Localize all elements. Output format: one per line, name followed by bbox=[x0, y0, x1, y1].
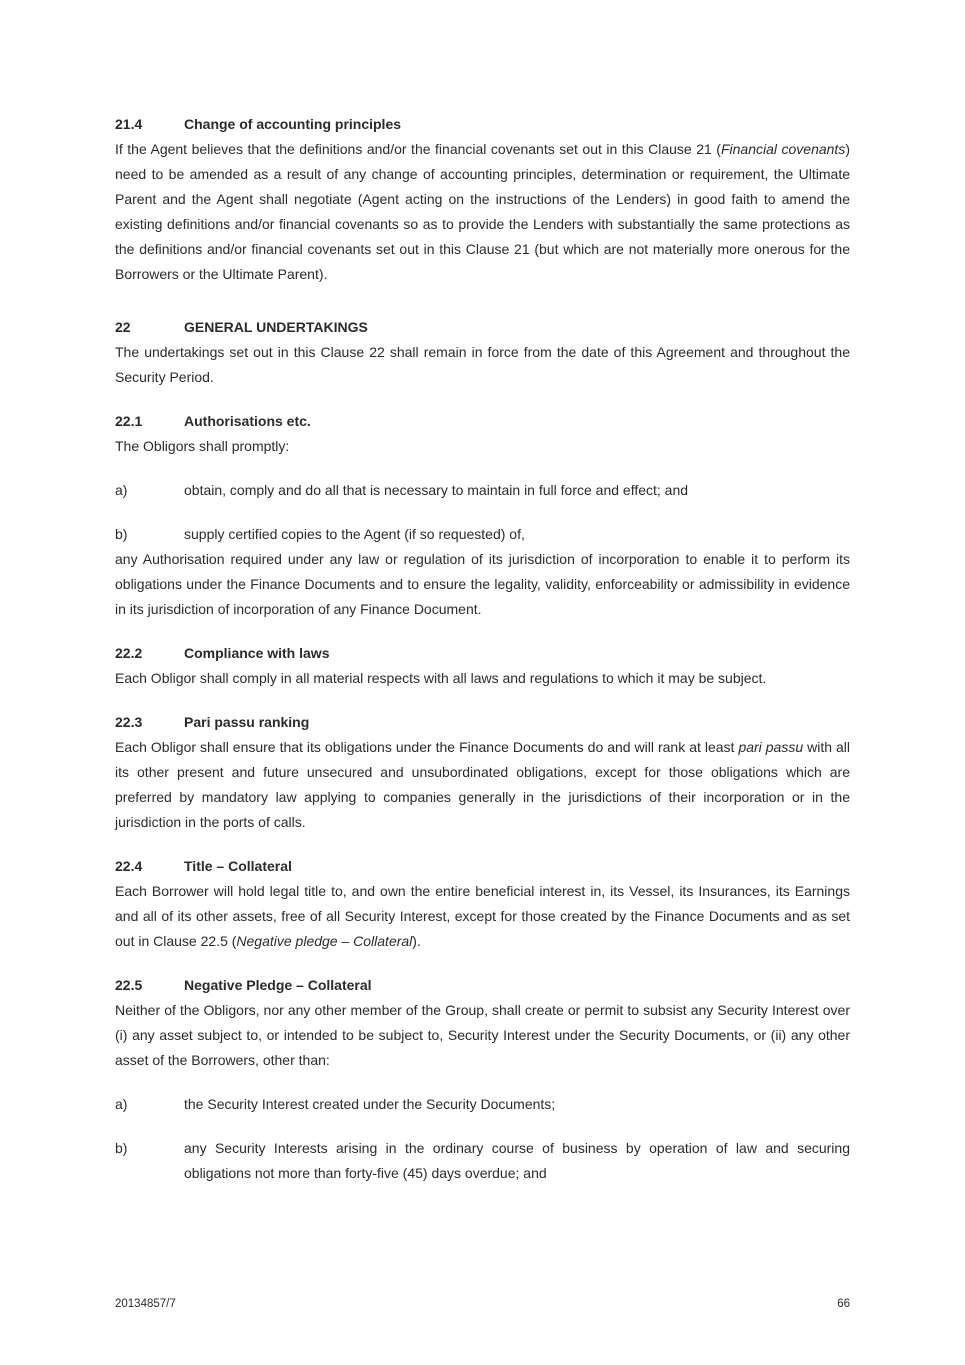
list-marker: a) bbox=[115, 1096, 128, 1112]
list-item-text: any Security Interests arising in the ordinary course of business by operation of law and securing obligations not more than forty-five (45) days overdue; and bbox=[184, 1140, 850, 1181]
clause-title: GENERAL UNDERTAKINGS bbox=[184, 319, 368, 335]
text-segment: any Authorisation required under any law or regulation of its jurisdiction of incorporation to enable it to perform its obligations under the Finance Documents and to ensure the legality, validity, enforceability or admissibility in evidence in its jurisdiction of incorporation of any Finance Document. bbox=[115, 551, 850, 617]
clause-title: Change of accounting principles bbox=[184, 116, 402, 132]
doc-reference: 20134857/7 bbox=[115, 1298, 176, 1310]
text-segment: The undertakings set out in this Clause 22 shall remain in force from the date of this Agreement and throughout the Security Period. bbox=[115, 344, 850, 385]
list-marker: b) bbox=[115, 1140, 128, 1156]
clause-heading-22-2 bbox=[115, 641, 850, 666]
clause-number: 22.3 bbox=[115, 714, 143, 730]
paragraph bbox=[115, 434, 850, 459]
italic-defined-term: Financial covenants bbox=[720, 141, 846, 157]
paragraph bbox=[115, 137, 850, 287]
list-marker: a) bbox=[115, 482, 128, 498]
clause-heading-22-3 bbox=[115, 710, 850, 735]
clause-number: 22.1 bbox=[115, 413, 143, 429]
clause-title: Pari passu ranking bbox=[184, 714, 310, 730]
clause-number: 22 bbox=[115, 319, 131, 335]
clause-heading-22-5 bbox=[115, 973, 850, 998]
text-segment: ) need to be amended as a result of any change of accounting principles, determination or requirement, the Ultimate Parent and the Agent shall negotiate (Agent acting on the instructions of the Lenders) in good faith to amend the existing definitions and/or financial covenants so as to provide the Lenders with substantially the same protections as the definitions and/or financial covenants set out in this Clause 21 (but which are not materially more onerous for the Borrowers or the Ultimate Parent). bbox=[115, 141, 850, 282]
text-segment: ). bbox=[412, 933, 421, 949]
page-footer bbox=[115, 1296, 850, 1312]
italic-defined-term: Negative pledge – Collateral bbox=[236, 933, 413, 949]
text-segment: If the Agent believes that the definitions and/or the financial covenants set out in this Clause 21 ( bbox=[115, 141, 721, 157]
clause-title: Authorisations etc. bbox=[184, 413, 311, 429]
clause-number: 22.4 bbox=[115, 858, 143, 874]
paragraph bbox=[115, 998, 850, 1073]
list-item bbox=[115, 1136, 850, 1186]
clause-title: Negative Pledge – Collateral bbox=[184, 977, 372, 993]
clause-heading-22 bbox=[115, 315, 850, 340]
clause-heading-22-1 bbox=[115, 409, 850, 434]
list-item-text: supply certified copies to the Agent (if so requested) of, bbox=[184, 526, 525, 542]
clause-title: Compliance with laws bbox=[184, 645, 330, 661]
page-number: 66 bbox=[837, 1298, 850, 1310]
clause-title: Title – Collateral bbox=[184, 858, 292, 874]
text-segment: Each Obligor shall ensure that its obligations under the Finance Documents do and will rank at least bbox=[115, 739, 739, 755]
text-segment: with all its other present and future unsecured and unsubordinated obligations, except for those obligations which are preferred by mandatory law applying to companies generally in the jurisdictions of their incorporation or in the jurisdiction in the ports of calls. bbox=[115, 739, 851, 830]
text-segment: The Obligors shall promptly: bbox=[115, 438, 290, 454]
paragraph bbox=[115, 340, 850, 390]
clause-heading-21-4 bbox=[115, 112, 850, 137]
clause-number: 22.5 bbox=[115, 977, 143, 993]
text-segment: Each Obligor shall comply in all material respects with all laws and regulations to which it may be subject. bbox=[115, 670, 767, 686]
clause-number: 22.2 bbox=[115, 645, 143, 661]
list-item bbox=[115, 1092, 850, 1117]
paragraph bbox=[115, 735, 850, 835]
list-item-text: the Security Interest created under the Security Documents; bbox=[184, 1096, 556, 1112]
list-marker: b) bbox=[115, 526, 128, 542]
clause-number: 21.4 bbox=[115, 116, 143, 132]
list-item bbox=[115, 478, 850, 503]
text-segment: Each Borrower will hold legal title to, and own the entire beneficial interest in, its Vessel, its Insurances, its Earnings and all of its other assets, free of all Security Interest, except for those created by the Finance Documents and as set out in Clause 22.5 ( bbox=[115, 883, 850, 949]
list-item-text: obtain, comply and do all that is necessary to maintain in full force and effect; and bbox=[184, 482, 689, 498]
text-segment: Neither of the Obligors, nor any other member of the Group, shall create or permit to subsist any Security Interest over (i) any asset subject to, or intended to be subject to, Security Interest under the Security Documents, or (ii) any other asset of the Borrowers, other than: bbox=[115, 1002, 850, 1068]
paragraph bbox=[115, 666, 850, 691]
paragraph bbox=[115, 879, 850, 954]
list-item bbox=[115, 522, 850, 547]
paragraph bbox=[115, 547, 850, 622]
italic-defined-term: pari passu bbox=[738, 739, 804, 755]
clause-heading-22-4 bbox=[115, 854, 850, 879]
